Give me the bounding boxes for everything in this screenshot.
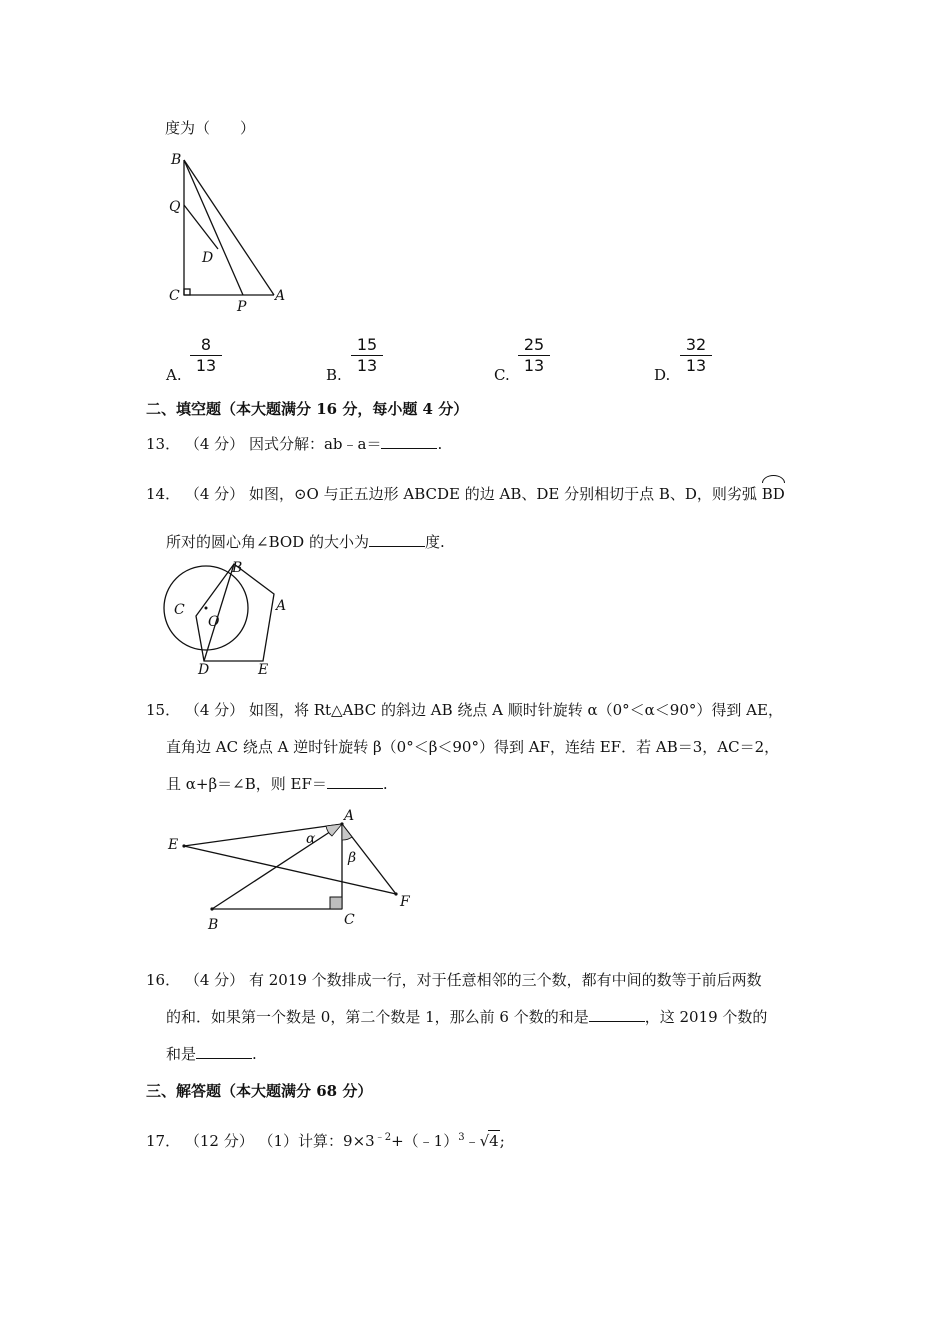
q15-angle-alpha [326, 824, 342, 836]
q12-option-c-num: 25 [523, 335, 545, 354]
q14-label-a: A [276, 598, 287, 614]
q15-text-3: 且 α+β＝∠B，则 EF＝ [166, 775, 327, 793]
q14-pentagon [196, 564, 274, 661]
q15-line1 [146, 700, 783, 720]
q12-segment-bp [184, 160, 243, 295]
q14-text-2-end: 度. [424, 533, 445, 551]
q13-number: 13． [146, 435, 181, 453]
q12-tail-text: 度为（ ） [165, 119, 256, 137]
q14-text-2: 所对的圆心角∠BOD 的大小为 [166, 533, 369, 551]
q12-option-d-num: 32 [685, 335, 707, 354]
q12-option-a-letter: A. [166, 366, 182, 384]
q16-line1 [146, 970, 762, 990]
q12-figure [160, 148, 300, 318]
q14-arc-bd [762, 484, 785, 504]
q14-label-o: O [208, 614, 220, 630]
q14-number: 14． [146, 485, 181, 503]
q12-option-b-num: 15 [356, 335, 378, 354]
q12-label-q: Q [169, 199, 181, 215]
q13-end: . [437, 435, 443, 453]
q17 [146, 1128, 505, 1151]
q15-label-alpha: α [306, 831, 316, 847]
q15-figure [160, 802, 430, 942]
q14-line1 [146, 484, 785, 504]
q16-text-3-end: . [252, 1045, 257, 1063]
q13-score: （4 分） [184, 435, 245, 453]
q14-arc-label: BD [761, 485, 785, 503]
q15-label-b: B [208, 917, 219, 933]
q15-segment-ea [184, 824, 342, 846]
q15-text-3-end: . [382, 775, 388, 793]
q14-label-d: D [198, 662, 210, 678]
q16-text-1: 有 2019 个数排成一行，对于任意相邻的三个数，都有中间的数等于前后两数 [248, 971, 762, 989]
q12-label-a: A [275, 288, 286, 304]
q15-label-beta: β [348, 850, 357, 866]
section-2-title: 二、填空题（本大题满分 16 分，每小题 4 分） [146, 400, 469, 418]
q12-option-b-letter: B. [326, 366, 342, 384]
q16-answer-blank-1[interactable] [589, 1007, 645, 1022]
q15-text-1: 如图，将 Rt△ABC 的斜边 AB 绕点 A 顺时针旋转 α（0°＜α＜90°）得到 AE， [248, 701, 783, 719]
q15-label-f: F [400, 894, 410, 910]
q15-label-a: A [344, 808, 355, 824]
q13-text: 因式分解：ab﹣a＝ [248, 435, 382, 453]
q14-label-c: C [174, 602, 185, 618]
q12-option-d-fraction [676, 336, 716, 375]
q16-text-2b: ，这 2019 个数的 [644, 1008, 768, 1026]
q15-right-angle [330, 897, 342, 909]
q14-answer-blank[interactable] [369, 532, 425, 547]
q12-option-c-fraction [514, 336, 554, 375]
q12-option-d-letter: D. [654, 366, 671, 384]
q17-minus: ﹣ [464, 1132, 480, 1150]
q12-option-c-den: 13 [523, 356, 545, 375]
q15-answer-blank[interactable] [327, 774, 383, 789]
section-3-title: 三、解答题（本大题满分 68 分） [146, 1082, 373, 1100]
q17-radical-sign: √ [479, 1132, 490, 1150]
q17-exponent-1: ﹣2 [374, 1132, 392, 1143]
q17-part-1: （1）计算：9×3 [258, 1132, 375, 1150]
q15-label-c: C [344, 912, 355, 928]
q12-label-d: D [202, 250, 214, 266]
q17-end: ; [499, 1132, 505, 1150]
q14-label-b: B [232, 560, 243, 576]
q12-label-c: C [169, 288, 180, 304]
q16-text-3: 和是 [166, 1045, 197, 1063]
q16-answer-blank-2[interactable] [196, 1044, 252, 1059]
q17-mid: +（﹣1） [391, 1132, 459, 1150]
q17-exponent-2: 3 [458, 1132, 465, 1143]
q12-right-angle [184, 289, 190, 295]
q12-option-b-fraction [347, 336, 387, 375]
q12-option-d-den: 13 [685, 356, 707, 375]
q16-number: 16． [146, 971, 181, 989]
q14-label-e: E [258, 662, 269, 678]
q12-option-a-den: 13 [195, 356, 217, 375]
q15-line3 [166, 774, 388, 794]
q14-score: （4 分） [184, 485, 245, 503]
q15-text-2: 直角边 AC 绕点 A 逆时针旋转 β（0°＜β＜90°）得到 AF，连结 EF．若 AB＝3，AC＝2， [166, 738, 780, 756]
q16-line3 [166, 1044, 257, 1064]
q12-option-c-letter: C. [494, 366, 510, 384]
q15-angle-beta [342, 824, 352, 840]
q14-line2 [166, 532, 445, 552]
q15-label-e: E [168, 837, 179, 853]
q16-text-2a: 的和．如果第一个数是 0，第二个数是 1，那么前 6 个数的和是 [166, 1008, 589, 1026]
q13-answer-blank[interactable] [381, 434, 437, 449]
q12-option-a-fraction [186, 336, 226, 375]
q15-number: 15． [146, 701, 181, 719]
q15-segment-ab [212, 824, 342, 909]
q17-score: （12 分） [184, 1132, 254, 1150]
q16-line2 [166, 1007, 767, 1027]
q16-score: （4 分） [184, 971, 245, 989]
q12-label-p: P [237, 299, 247, 315]
q17-radicand: 4 [489, 1132, 499, 1150]
q14-text-1: 如图，⊙O 与正五边形 ABCDE 的边 AB、DE 分别相切于点 B、D，则劣弧 [248, 485, 757, 503]
q15-score: （4 分） [184, 701, 245, 719]
q12-option-b-den: 13 [356, 356, 378, 375]
q12-segment-ba [184, 160, 274, 295]
q13 [146, 434, 442, 454]
q12-label-b: B [171, 152, 182, 168]
q17-number: 17． [146, 1132, 181, 1150]
q14-figure [160, 556, 300, 680]
q14-radius-ob [204, 564, 234, 661]
q12-option-a-num: 8 [200, 335, 212, 354]
